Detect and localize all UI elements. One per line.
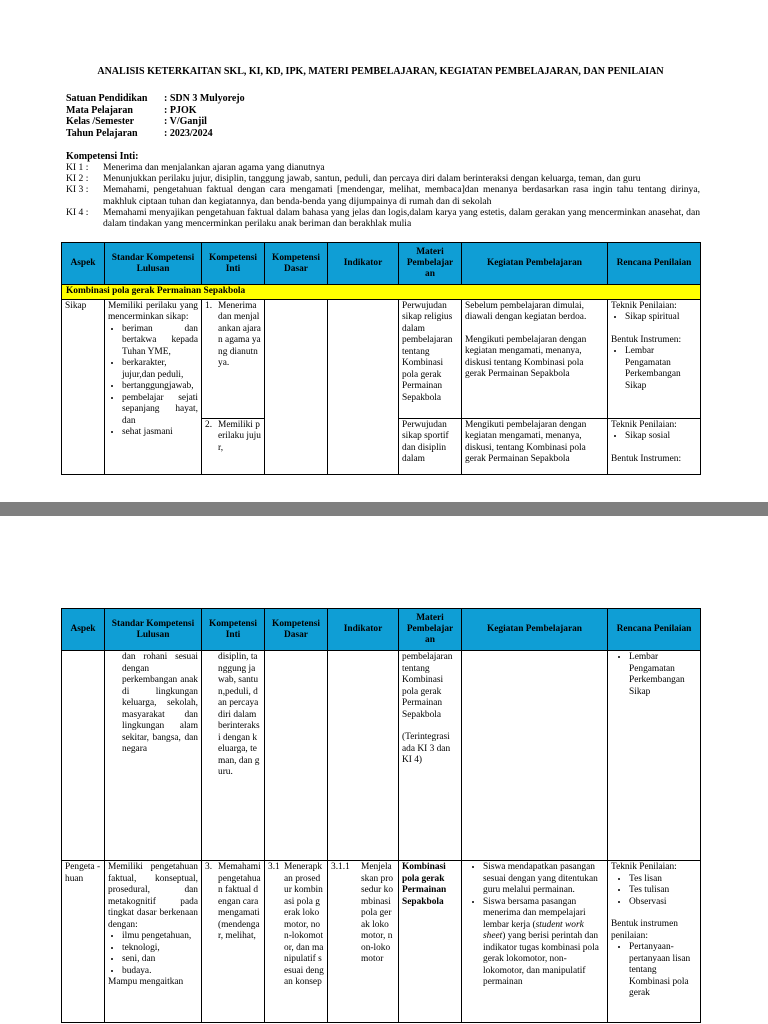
meta-value: : PJOK	[164, 104, 197, 116]
skl-item: • pembelajar sejati sepanjang hayat, dan	[122, 393, 198, 428]
cell-aspek	[62, 651, 105, 861]
skl-intro: Memiliki perilaku yang mencerminkan sikap:	[108, 300, 198, 322]
penilaian-item: • Sikap sosial	[625, 431, 697, 443]
skl-intro: Memiliki pengetahuan faktual, konseptual, prosedural, dan metakognitif pada tingkat dasar berkenaan dengan:	[108, 862, 198, 930]
ki-text: Memahami menyajikan pengetahuan faktual dalam bahasa yang jelas dan logis,dalam karya yang estetis, dalam gerakan yang mencerminkan anasehat, dan dalam tindakan yang mencerminkan perilaku anak beriman dan berakhlak mulia	[103, 206, 700, 230]
header-materi: Materi Pembelajar an	[399, 609, 462, 651]
cell-skl	[105, 861, 202, 1023]
cell-skl: dan rohani sesuai dengan perkembangan anak di lingkungan keluarga, sekolah, masyarakat dan lingkungan alam sekitar, bangsa, dan negara	[105, 651, 202, 861]
ki-text: Memiliki perilaku jujur,	[218, 419, 261, 453]
cell-kegiatan	[462, 861, 608, 1023]
ki-text: Menerima dan menjalankan ajaran agama yang dianutnya.	[218, 300, 261, 368]
cell-indikator	[328, 861, 399, 1023]
meta-value: : V/Ganjil	[164, 116, 207, 127]
meta-label: Mata Pelajaran	[66, 104, 133, 116]
header-penilaian: Rencana Penilaian	[608, 243, 701, 285]
header-penilaian: Rencana Penilaian	[608, 609, 701, 651]
cell-materi-1: Perwujudan sikap religius dalam pembelajaran tentang Kombinasi pola gerak Permainan Sepakbola	[399, 299, 462, 418]
ki-code: KI 3 :	[66, 184, 89, 196]
meta-label: Tahun Pelajaran	[66, 127, 138, 139]
cell-penilaian-1	[608, 299, 701, 418]
cell-aspek: Pengeta -huan	[62, 861, 105, 1023]
cell-ki-2	[202, 418, 265, 474]
header-materi: Materi Pembelajar an	[399, 243, 462, 285]
cell-penilaian	[608, 861, 701, 1023]
analysis-table-page-1	[61, 242, 701, 475]
kegiatan-text: Mengikuti pembelajaran dengan kegiatan mengamati, menanya, diskusi tentang Kombinasi pola gerak Permainan Sepakbola	[465, 334, 587, 379]
header-kd: Kompetensi Dasar	[265, 243, 328, 285]
penilaian-item: • Lembar Pengamatan Perkembangan Sikap	[625, 346, 697, 392]
penilaian-item: • Lembar Pengamatan Perkembangan Sikap	[629, 652, 697, 698]
ki-text: Menerima dan menjalankan ajaran agama yang dianutnya	[103, 162, 325, 173]
ki-code: KI 2 :	[66, 173, 89, 185]
ki-number: 3.	[205, 862, 213, 872]
cell-penilaian-2	[608, 418, 701, 474]
penilaian-item: • Tes tulisan	[629, 885, 697, 897]
cell-kegiatan	[462, 651, 608, 861]
table-row	[62, 651, 701, 861]
ki-code: KI 1 :	[66, 162, 89, 173]
table-row	[62, 299, 701, 418]
ki-text: disiplin, tanggung jawab, santun,peduli, dan percaya diri dalam berinteraksi dengan keluarga, teman, dan guru.	[218, 652, 260, 777]
ki-item	[66, 207, 700, 229]
penilaian-teknik-label: Teknik Penilaian:	[611, 419, 677, 430]
cell-materi-2: Perwujudan sikap sportif dan disiplin dalam	[399, 418, 462, 474]
header-kd: Kompetensi Dasar	[265, 609, 328, 651]
ki-number: 2.	[205, 419, 213, 430]
document-meta	[66, 93, 245, 139]
header-ki: Kompetensi Inti	[202, 609, 265, 651]
cell-kd	[265, 861, 328, 1023]
header-aspek: Aspek	[62, 609, 105, 651]
cell-skl	[105, 299, 202, 474]
cell-kegiatan-1	[462, 299, 608, 418]
ki-item	[66, 184, 700, 206]
cell-aspek: Sikap	[62, 299, 105, 474]
ki-list	[66, 162, 700, 229]
kegiatan-list	[465, 862, 604, 989]
penilaian-bentuk-label: Bentuk Instrumen:	[611, 334, 682, 345]
skl-item: • seni, dan	[122, 954, 198, 966]
kegiatan-text: Sebelum pembelajaran dimulai, diawali dengan kegiatan berdoa.	[465, 300, 587, 322]
penilaian-item: • Tes lisan	[629, 874, 697, 886]
cell-materi: Kombinasi pola gerak Permainan Sepakbola	[399, 861, 462, 1023]
document-title: ANALISIS KETERKAITAN SKL, KI, KD, IPK, MATERI PEMBELAJARAN, KEGIATAN PEMBELAJARAN, DAN PENILAIAN	[97, 66, 664, 77]
kd-text: Menerapkan prosedur kombinasi pola gerak lokomotor, non-lokomotor, dan manipulatif sesuai dengan konsep	[284, 862, 324, 987]
table-header-row	[62, 243, 701, 285]
cell-kd	[265, 651, 328, 861]
header-aspek: Aspek	[62, 243, 105, 285]
skl-tail: Mampu mengaitkan	[108, 977, 184, 987]
ki-code: KI 4 :	[66, 206, 89, 218]
skl-item: • budaya.	[122, 966, 198, 978]
analysis-table-page-2	[61, 608, 701, 1023]
cell-ki-1	[202, 299, 265, 418]
header-indikator: Indikator	[328, 609, 399, 651]
skl-list	[108, 931, 198, 977]
header-ki: Kompetensi Inti	[202, 243, 265, 285]
skl-item: • beriman dan bertakwa kepada Tuhan YME,	[122, 324, 198, 359]
header-skl: Standar Kompetensi Lulusan	[105, 609, 202, 651]
materi-text: pembelajaran tentang Kombinasi pola gerak Permainan Sepakbola	[402, 652, 453, 720]
kd-number: 3.1	[268, 862, 280, 872]
ki-text: Menunjukkan perilaku jujur, disiplin, tanggung jawab, santun, peduli, dan percaya diri dalam berinteraksi dengan keluarga, teman, dan guru	[103, 173, 641, 185]
ki-text: Memahami, pengetahuan faktual dengan cara mengamati [mendengar, melihat, membaca]dan menanya berdasarkan rasa ingin tahu tentang dirinya, makhluk ciptaan tuhan dan kegiatannya, dan benda-benda yang dijumpainya di rumah dan di sekolah	[103, 184, 700, 207]
skl-item: • ilmu pengetahuan,	[122, 931, 198, 943]
ki-text: Memahami pengetahuan faktual dengan cara mengamati (mendengar, melihat,	[218, 862, 261, 941]
materi-note: (Terintegrasi ada KI 3 dan KI 4)	[402, 732, 451, 765]
penilaian-bentuk-label: Bentuk instrumen penilaian:	[611, 919, 678, 941]
meta-value: : 2023/2024	[164, 127, 213, 139]
header-skl: Standar Kompetensi Lulusan	[105, 243, 202, 285]
penilaian-item: • Pertanyaan-pertanyaan lisan tentang Kombinasi pola gerak	[629, 942, 697, 1000]
meta-label: Satuan Pendidikan	[66, 93, 148, 104]
skl-item: • bertanggungjawab,	[122, 381, 198, 393]
skl-item: • teknologi,	[122, 943, 198, 955]
meta-value: : SDN 3 Mulyorejo	[164, 93, 245, 104]
penilaian-teknik-label: Teknik Penilaian:	[611, 862, 677, 872]
skl-item: • sehat jasmani	[122, 427, 198, 439]
ki-item	[66, 162, 700, 173]
cell-indikator	[328, 651, 399, 861]
table-header-row	[62, 609, 701, 651]
indikator-text: Menjelaskan prosedur kombinasi pola gerak lokomotor, non-lokomotor	[361, 862, 394, 964]
kegiatan-italic: student work sheet	[483, 919, 584, 941]
table-row	[62, 861, 701, 1023]
ki-item	[66, 173, 700, 184]
penilaian-item: • Observasi	[629, 897, 697, 909]
cell-ki	[202, 651, 265, 861]
cell-materi	[399, 651, 462, 861]
header-kegiatan: Kegiatan Pembelajaran	[462, 243, 608, 285]
document-page-2	[0, 516, 768, 1024]
document-page-1	[0, 0, 768, 502]
kegiatan-item: • Siswa mendapatkan pasangan sesuai dengan yang ditentukan guru melalui permainan.	[483, 862, 604, 897]
penilaian-item: • Sikap spiritual	[625, 312, 697, 324]
ki-heading: Kompetensi Inti:	[66, 151, 139, 162]
section-row	[62, 285, 701, 300]
penilaian-teknik-label: Teknik Penilaian:	[611, 300, 677, 311]
skl-item: • berkarakter, jujur,dan peduli,	[122, 358, 198, 381]
penilaian-bentuk-label: Bentuk Instrumen:	[611, 453, 682, 464]
ki-number: 1.	[205, 300, 213, 311]
header-indikator: Indikator	[328, 243, 399, 285]
cell-indikator	[328, 299, 399, 474]
kegiatan-item: • Siswa bersama pasangan menerima dan mempelajari lembar kerja (student work sheet) yang berisi perintah dan indikator tugas kombinasi pola gerak lokomotor, non-lokomotor, dan manipulatif permainan	[483, 897, 604, 989]
cell-ki	[202, 861, 265, 1023]
indikator-number: 3.1.1	[331, 862, 350, 872]
section-title: Kombinasi pola gerak Permainan Sepakbola	[62, 285, 701, 300]
header-kegiatan: Kegiatan Pembelajaran	[462, 609, 608, 651]
cell-kegiatan-2: Mengikuti pembelajaran dengan kegiatan mengamati, menanya, diskusi, tentang Kombinasi pola gerak Permainan Sepakbola	[462, 418, 608, 474]
meta-label: Kelas /Semester	[66, 116, 135, 127]
cell-penilaian	[608, 651, 701, 861]
skl-list	[108, 324, 198, 439]
cell-kd	[265, 299, 328, 474]
